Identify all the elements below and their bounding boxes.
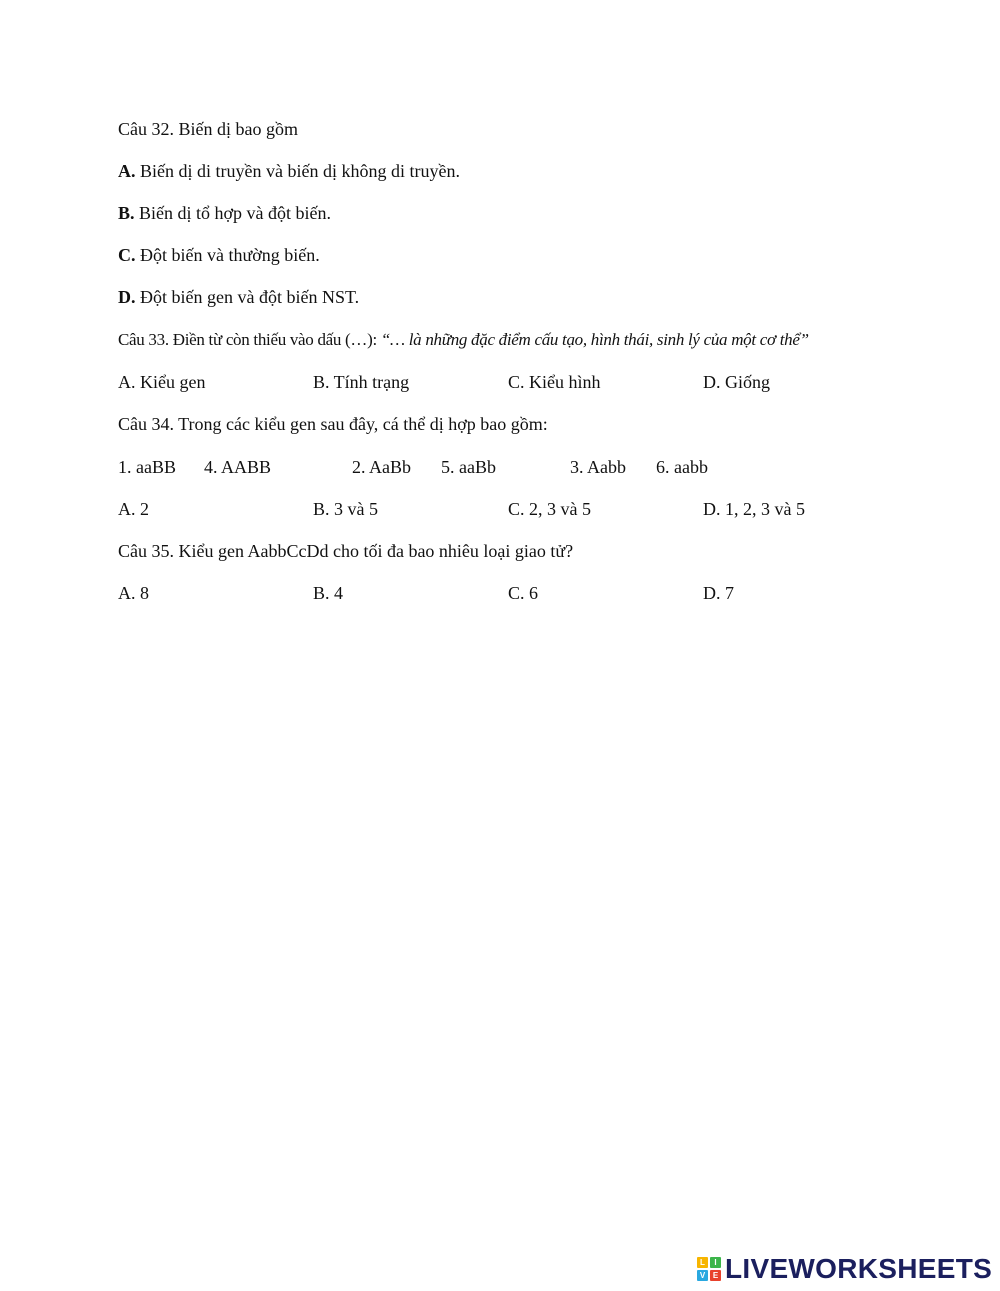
q35-option-d: D. 7	[703, 583, 734, 603]
q32-option-c	[118, 244, 320, 266]
q33-option-a: A. Kiểu gen	[118, 372, 206, 392]
q35-option-b: B. 4	[313, 583, 344, 603]
q32-option-c-text: Đột biến và thường biến.	[135, 245, 320, 265]
q35-option-a: A. 8	[118, 583, 149, 603]
logo-wordmark: LIVEWORKSHEETS	[725, 1253, 993, 1284]
q32-option-d-letter: D.	[118, 287, 136, 307]
q34-option-a: A. 2	[118, 499, 149, 519]
logo-tile-l: L	[697, 1257, 708, 1268]
q34-genotype-6: 6. aabb	[656, 457, 708, 477]
q32-option-a-letter: A.	[118, 161, 136, 181]
q32-option-b-letter: B.	[118, 203, 135, 223]
q34-genotype-2: 2. AaBb	[352, 457, 412, 477]
q32-option-c-letter: C.	[118, 245, 136, 265]
q32-option-b-text: Biến dị tổ hợp và đột biến.	[134, 203, 332, 223]
logo-mark-icon	[697, 1257, 721, 1281]
q33-option-b: B. Tính trạng	[313, 372, 410, 392]
logo-tile-i: I	[710, 1257, 721, 1268]
q34-genotype-1: 1. aaBB	[118, 457, 176, 477]
q34-question: Câu 34. Trong các kiểu gen sau đây, cá thể dị hợp bao gồm:	[118, 414, 548, 434]
q33-question	[118, 329, 809, 351]
q33-option-c: C. Kiểu hình	[508, 372, 601, 392]
logo-tile-e: E	[710, 1270, 721, 1281]
q34-option-c: C. 2, 3 và 5	[508, 499, 591, 519]
q34-option-d: D. 1, 2, 3 và 5	[703, 499, 805, 519]
q32-option-d-text: Đột biến gen và đột biến NST.	[135, 287, 360, 307]
liveworksheets-logo	[697, 1254, 992, 1284]
q32-option-d	[118, 286, 359, 308]
q32-option-a-text: Biến dị di truyền và biến dị không di truyền.	[135, 161, 460, 181]
q34-genotype-3: 3. Aabb	[570, 457, 626, 477]
q35-question: Câu 35. Kiểu gen AabbCcDd cho tối đa bao nhiêu loại giao tử?	[118, 541, 574, 561]
q34-genotype-4: 4. AABB	[204, 457, 272, 477]
q33-prefix: Câu 33. Điền từ còn thiếu vào dấu (…):	[118, 330, 381, 349]
q32-option-a	[118, 160, 460, 182]
q35-option-c: C. 6	[508, 583, 539, 603]
logo-tile-v: V	[697, 1270, 708, 1281]
q33-option-d: D. Giống	[703, 372, 770, 392]
q34-option-b: B. 3 và 5	[313, 499, 378, 519]
q33-quote: “… là những đặc điểm cấu tạo, hình thái, sinh lý của một cơ thể”	[380, 330, 809, 349]
q32-option-b	[118, 202, 331, 224]
q34-genotype-5: 5. aaBb	[441, 457, 496, 477]
q32-question: Câu 32. Biến dị bao gồm	[118, 119, 298, 139]
